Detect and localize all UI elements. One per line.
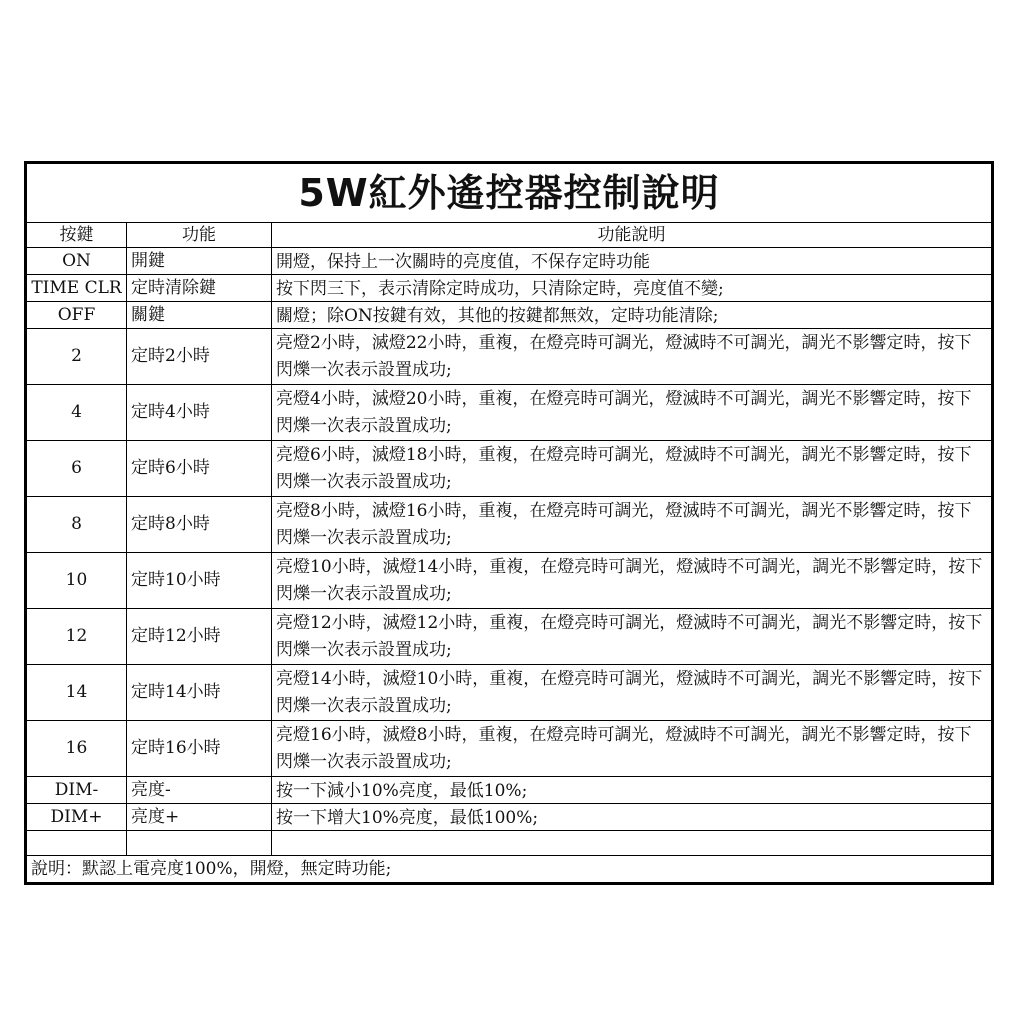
key-cell: 4 (27, 385, 127, 441)
function-cell: 定時4小時 (127, 385, 272, 441)
function-cell: 亮度+ (127, 804, 272, 831)
header-description: 功能說明 (272, 223, 992, 248)
key-cell: 16 (27, 721, 127, 777)
key-cell: DIM+ (27, 804, 127, 831)
key-cell: 8 (27, 497, 127, 553)
description-cell: 按一下減小10%亮度，最低10%; (272, 777, 992, 804)
function-cell: 定時16小時 (127, 721, 272, 777)
key-cell: TIME CLR (27, 275, 127, 302)
key-cell: 12 (27, 609, 127, 665)
footnote: 說明：默認上電亮度100%，開燈，無定時功能; (27, 856, 992, 883)
page-title: 5W紅外遙控器控制說明 (27, 164, 992, 223)
description-cell: 開燈，保持上一次關時的亮度值，不保存定時功能 (272, 248, 992, 275)
function-cell: 定時12小時 (127, 609, 272, 665)
blank-cell (272, 831, 992, 856)
function-cell: 定時14小時 (127, 665, 272, 721)
description-cell: 關燈；除ON按鍵有效，其他的按鍵都無效，定時功能清除; (272, 302, 992, 329)
table-row (27, 665, 992, 721)
key-cell: 2 (27, 329, 127, 385)
description-cell: 按一下增大10%亮度，最低100%; (272, 804, 992, 831)
function-cell: 定時8小時 (127, 497, 272, 553)
instruction-table (26, 163, 992, 883)
function-cell: 亮度- (127, 777, 272, 804)
table-row (27, 497, 992, 553)
key-cell: 6 (27, 441, 127, 497)
function-cell: 關鍵 (127, 302, 272, 329)
title-row (27, 164, 992, 223)
description-cell: 亮燈6小時，滅燈18小時，重複，在燈亮時可調光，燈滅時不可調光，調光不影響定時，按下閃爍一次表示設置成功; (272, 441, 992, 497)
description-cell: 亮燈4小時，滅燈20小時，重複，在燈亮時可調光，燈滅時不可調光，調光不影響定時，按下閃爍一次表示設置成功; (272, 385, 992, 441)
key-cell: DIM- (27, 777, 127, 804)
table-row (27, 275, 992, 302)
key-cell: ON (27, 248, 127, 275)
key-cell: 14 (27, 665, 127, 721)
table-row (27, 804, 992, 831)
header-key: 按鍵 (27, 223, 127, 248)
table-row (27, 302, 992, 329)
description-cell: 亮燈14小時，滅燈10小時，重複，在燈亮時可調光，燈滅時不可調光，調光不影響定時，按下閃爍一次表示設置成功; (272, 665, 992, 721)
function-cell: 定時10小時 (127, 553, 272, 609)
table-row (27, 248, 992, 275)
blank-cell (127, 831, 272, 856)
function-cell: 定時6小時 (127, 441, 272, 497)
description-cell: 亮燈12小時，滅燈12小時，重複，在燈亮時可調光，燈滅時不可調光，調光不影響定時，按下閃爍一次表示設置成功; (272, 609, 992, 665)
table-row (27, 609, 992, 665)
blank-cell (27, 831, 127, 856)
description-cell: 亮燈8小時，滅燈16小時，重複，在燈亮時可調光，燈滅時不可調光，調光不影響定時，按下閃爍一次表示設置成功; (272, 497, 992, 553)
instruction-sheet (24, 161, 994, 885)
function-cell: 開鍵 (127, 248, 272, 275)
table-row (27, 441, 992, 497)
header-row (27, 223, 992, 248)
header-function: 功能 (127, 223, 272, 248)
table-row (27, 777, 992, 804)
note-row (27, 856, 992, 883)
description-cell: 按下閃三下，表示清除定時成功，只清除定時，亮度值不變; (272, 275, 992, 302)
table-row (27, 721, 992, 777)
key-cell: OFF (27, 302, 127, 329)
function-cell: 定時2小時 (127, 329, 272, 385)
description-cell: 亮燈2小時，滅燈22小時，重複，在燈亮時可調光，燈滅時不可調光，調光不影響定時，按下閃爍一次表示設置成功; (272, 329, 992, 385)
key-cell: 10 (27, 553, 127, 609)
description-cell: 亮燈10小時，滅燈14小時，重複，在燈亮時可調光，燈滅時不可調光，調光不影響定時，按下閃爍一次表示設置成功; (272, 553, 992, 609)
blank-row (27, 831, 992, 856)
description-cell: 亮燈16小時，滅燈8小時，重複，在燈亮時可調光，燈滅時不可調光，調光不影響定時，按下閃爍一次表示設置成功; (272, 721, 992, 777)
table-row (27, 329, 992, 385)
table-row (27, 385, 992, 441)
function-cell: 定時清除鍵 (127, 275, 272, 302)
table-row (27, 553, 992, 609)
